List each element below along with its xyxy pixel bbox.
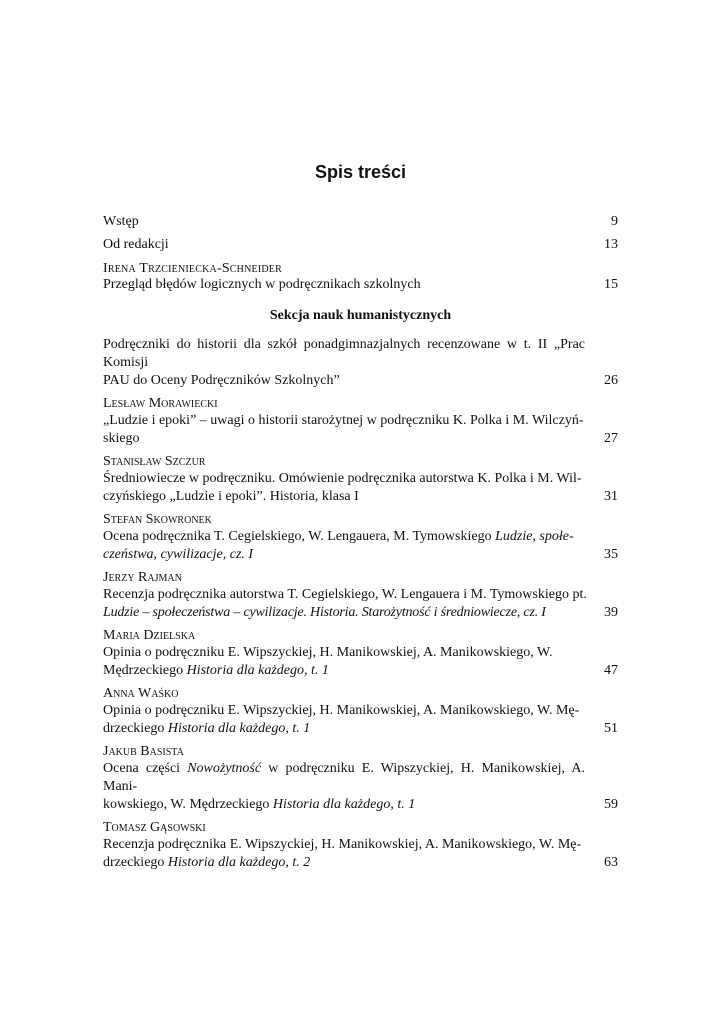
entry-title-line: w podręczniku E. Wipszyckiej, H. Manikowskiej, A. Mani- (103, 761, 586, 794)
page-number: 15 (604, 277, 618, 292)
toc-entry[interactable] (103, 686, 618, 738)
entry-title-line: kowskiego, W. Mędrzeckiego (103, 797, 270, 812)
book-title: Historia dla każdego (186, 663, 305, 678)
book-title: Ludzie, społe- (495, 529, 574, 544)
book-title: Historia dla każdego (167, 855, 286, 870)
toc-entry[interactable] (103, 261, 618, 294)
entry-title-line: drzeckiego (103, 721, 165, 736)
entry-author: Irena Trzcieniecka-Schneider (103, 261, 282, 276)
toc-entry[interactable] (103, 744, 618, 814)
page-number: 59 (604, 797, 618, 812)
table-of-contents (103, 213, 618, 872)
entry-author: Jakub Basista (103, 744, 184, 759)
book-title: Historia dla każdego (272, 797, 391, 812)
toc-entry[interactable] (103, 336, 618, 390)
volume: , t. 1 (304, 663, 329, 678)
entry-author: Tomasz Gąsowski (103, 820, 206, 835)
toc-entry[interactable] (103, 570, 618, 622)
toc-entry[interactable] (103, 628, 618, 680)
entry-title-line: „Ludzie i epoki” – uwagi o historii starożytnej w podręczniku K. Polka i M. Wilczyń- (103, 413, 584, 428)
entry-title-line: Opinia o podręczniku E. Wipszyckiej, H. Manikowskiej, A. Manikowskiego, W. Mę- (103, 703, 580, 718)
page-number: 51 (604, 721, 618, 736)
book-title: Ludzie – społeczeństwa – cywilizacje. Historia. Starożytność i średniowiecze, cz. I (103, 605, 546, 620)
entry-title: Przegląd błędów logicznych w podręcznikach szkolnych (103, 277, 421, 292)
page-number: 27 (604, 431, 618, 446)
entry-title-line: Podręczniki do historii dla szkół ponadgimnazjalnych recenzowane w t. II „Prac Komisji (103, 337, 585, 370)
entry-title-line: skiego (103, 431, 140, 446)
page-number: 39 (604, 605, 618, 620)
entry-title-line: PAU do Oceny Podręczników Szkolnych” (103, 373, 340, 388)
page-title: Spis treści (314, 162, 407, 182)
section-heading: Sekcja nauk humanistycznych (269, 308, 452, 323)
toc-entry[interactable] (103, 236, 618, 254)
toc-entry[interactable] (103, 512, 618, 564)
toc-entry[interactable] (103, 213, 618, 231)
volume: , t. 1 (390, 797, 416, 812)
volume: , t. 2 (285, 855, 311, 870)
toc-entry[interactable] (103, 820, 618, 872)
book-title: Nowożytność (187, 761, 262, 776)
entry-title-line: Ocena części (103, 761, 181, 776)
entry-title-line: Recenzja podręcznika autorstwa T. Cegielskiego, W. Lengauera i M. Tymowskiego pt. (103, 587, 587, 602)
book-title: czeństwa, cywilizacje, cz. I (103, 547, 254, 562)
page-number: 13 (604, 237, 618, 252)
entry-author: Maria Dzielska (103, 628, 196, 643)
page-number: 9 (611, 214, 618, 229)
entry-author: Jerzy Rajman (103, 570, 182, 585)
entry-title-line: drzeckiego (103, 855, 165, 870)
entry-author: Lesław Morawiecki (103, 396, 218, 411)
page-number: 26 (604, 373, 618, 388)
entry-title-line: Opinia o podręczniku E. Wipszyckiej, H. Manikowskiej, A. Manikowskiego, W. (103, 645, 553, 660)
entry-author: Stefan Skowronek (103, 512, 212, 527)
page-number: 63 (604, 855, 618, 870)
entry-title-line: czyńskiego „Ludzie i epoki”. Historia, klasa I (103, 489, 359, 504)
entry-title: Od redakcji (103, 237, 169, 252)
entry-author: Anna Waśko (103, 686, 179, 701)
toc-entry[interactable] (103, 396, 618, 448)
entry-title-line: Ocena podręcznika T. Cegielskiego, W. Lengauera, M. Tymowskiego (103, 529, 492, 544)
entry-title-line: Mędrzeckiego (103, 663, 184, 678)
volume: , t. 1 (285, 721, 311, 736)
entry-title-line: Recenzja podręcznika E. Wipszyckiej, H. Manikowskiej, A. Manikowskiego, W. Mę- (103, 837, 582, 852)
entry-author: Stanisław Szczur (103, 454, 206, 469)
book-title: Historia dla każdego (167, 721, 286, 736)
entry-title: Wstęp (103, 214, 139, 229)
toc-entry[interactable] (103, 454, 618, 506)
page-number: 47 (604, 663, 618, 678)
page-number: 35 (604, 547, 618, 562)
entry-title-line: Średniowiecze w podręczniku. Omówienie podręcznika autorstwa K. Polka i M. Wil- (103, 471, 582, 486)
page-number: 31 (604, 489, 618, 504)
